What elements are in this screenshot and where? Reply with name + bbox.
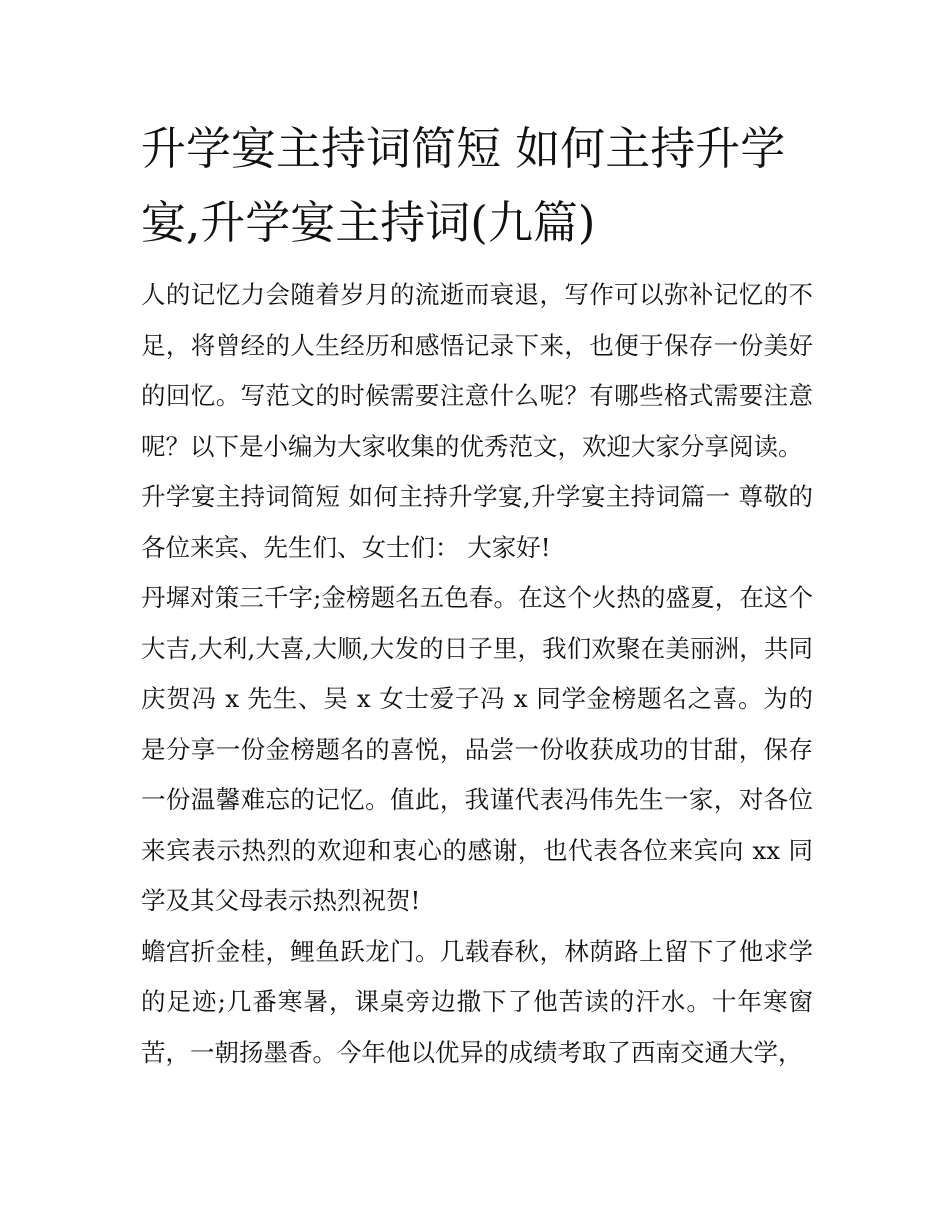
paragraph-greeting: 升学宴主持词简短 如何主持升学宴,升学宴主持词篇一 尊敬的各位来宾、先生们、女士们： 大家好! <box>141 482 813 562</box>
paragraph-opening: 丹墀对策三千字;金榜题名五色春。在这个火热的盛夏，在这个大吉,大利,大喜,大顺,大发的日子里，我们欢聚在美丽洲，共同庆贺冯 x 先生、吴 x 女士爱子冯 x 同学金榜题名之喜。为的是分享一份金榜题名的喜悦，品尝一份收获成功的甘甜，保存一份温馨难忘的记忆。值此，我谨代表冯伟先生一家，对各位来宾表示热烈的欢迎和衷心的感谢，也代表各位来宾向 xx 同学及其父母表示热烈祝贺! <box>141 583 813 915</box>
paragraph-achievement: 蟾宫折金桂，鲤鱼跃龙门。几载春秋，林荫路上留下了他求学的足迹;几番寒暑，课桌旁边撒下了他苦读的汗水。十年寒窗苦，一朝扬墨香。今年他以优异的成绩考取了西南交通大学， <box>141 936 813 1067</box>
document-title: 升学宴主持词简短 如何主持升学宴,升学宴主持词(九篇) <box>141 122 786 249</box>
paragraph-intro: 人的记忆力会随着岁月的流逝而衰退，写作可以弥补记忆的不足，将曾经的人生经历和感悟记录下来，也便于保存一份美好的回忆。写范文的时候需要注意什么呢？有哪些格式需要注意呢？以下是小编为大家收集的优秀范文，欢迎大家分享阅读。 <box>141 280 813 461</box>
document-page <box>141 112 813 1078</box>
